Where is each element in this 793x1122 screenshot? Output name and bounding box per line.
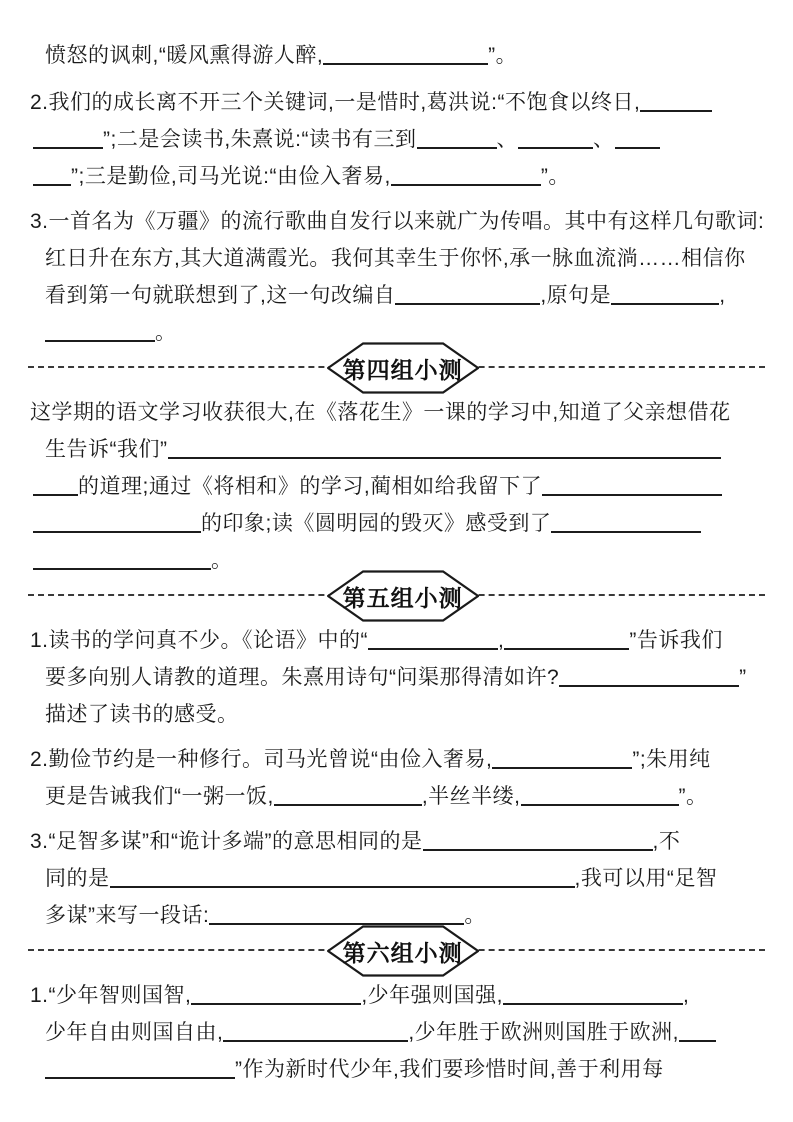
section-badge (327, 570, 479, 622)
section-divider (0, 342, 793, 394)
text-line (0, 659, 793, 696)
text-run: 要多向别人请教的道理。朱熹用诗句“问渠那得清如许? (45, 666, 560, 689)
fill-in-blank (503, 997, 683, 1005)
text-run: ”;三是勤俭,司马光说:“由俭入奢易, (71, 165, 391, 188)
text-run: 1.读书的学问真不少。《论语》中的“ (30, 629, 369, 652)
text-run: 更是告诫我们“一粥一饭, (45, 785, 274, 808)
text-run: ,不 (652, 830, 681, 853)
text-run: 、 (496, 128, 518, 151)
text-line (0, 860, 793, 897)
text-run: 的印象;读《圆明园的毁灭》感受到了 (201, 512, 552, 535)
text-run: ,少年强则国强, (361, 984, 504, 1007)
text-line (0, 203, 793, 240)
text-line (0, 505, 793, 542)
text-run: ”;二是会读书,朱熹说:“读书有三到 (103, 128, 417, 151)
text-line (0, 394, 793, 431)
text-run: 同的是 (45, 867, 110, 890)
text-line (0, 240, 793, 277)
section-badge-label: 第五组小测 (342, 584, 463, 611)
text-line (0, 741, 793, 778)
text-run: , (683, 984, 690, 1007)
text-run: 、 (593, 128, 615, 151)
fill-in-blank (391, 178, 541, 186)
fill-in-blank (368, 642, 498, 650)
text-run: 。 (211, 549, 233, 572)
fill-in-blank (223, 1034, 408, 1042)
text-line (0, 37, 793, 74)
fill-in-blank (423, 843, 653, 851)
text-run: 1.“少年智则国智, (30, 984, 192, 1007)
fill-in-blank (492, 761, 632, 769)
text-run: ”。 (488, 44, 518, 67)
text-run: ” (739, 666, 747, 689)
text-line (0, 84, 793, 121)
fill-in-blank (209, 917, 464, 925)
fill-in-blank (518, 141, 593, 149)
text-line (0, 468, 793, 505)
text-run: 描述了读书的感受。 (45, 703, 239, 726)
fill-in-blank (168, 451, 721, 459)
section-divider (0, 925, 793, 977)
text-run: 3.一首名为《万疆》的流行歌曲自发行以来就广为传唱。其中有这样几句歌词: (30, 210, 765, 233)
section-badge (327, 925, 479, 977)
text-run: 2.勤俭节约是一种修行。司马光曾说“由俭入奢易, (30, 748, 493, 771)
section-divider (0, 570, 793, 622)
text-line (0, 823, 793, 860)
text-line (0, 121, 793, 158)
text-line (0, 277, 793, 314)
text-run: 看到第一句就联想到了,这一句改编自 (45, 284, 396, 307)
fill-in-blank (33, 178, 71, 186)
text-run: 的道理;通过《将相和》的学习,蔺相如给我留下了 (78, 475, 543, 498)
fill-in-blank (504, 642, 629, 650)
fill-in-blank (110, 880, 575, 888)
text-run: ”作为新时代少年,我们要珍惜时间,善于利用每 (235, 1058, 664, 1081)
fill-in-blank (542, 488, 722, 496)
fill-in-blank (559, 679, 739, 687)
fill-in-blank (33, 562, 211, 570)
text-line (0, 778, 793, 815)
text-run: ,原句是 (540, 284, 612, 307)
text-line (0, 1051, 793, 1088)
text-run: 生告诉“我们” (45, 438, 168, 461)
text-run: 。 (155, 321, 177, 344)
text-line (0, 431, 793, 468)
section-badge-label: 第四组小测 (342, 356, 463, 383)
worksheet-content (0, 37, 793, 1088)
fill-in-blank (33, 488, 78, 496)
fill-in-blank (615, 141, 660, 149)
text-run: ”。 (540, 165, 570, 188)
fill-in-blank (274, 798, 422, 806)
fill-in-blank (33, 141, 103, 149)
fill-in-blank (521, 798, 679, 806)
text-run: 少年自由则国自由, (45, 1021, 224, 1044)
text-run: 2.我们的成长离不开三个关键词,一是惜时,葛洪说:“不饱食以终日, (30, 91, 641, 114)
fill-in-blank (191, 997, 361, 1005)
fill-in-blank (33, 525, 201, 533)
fill-in-blank (640, 104, 712, 112)
text-run: 愤怒的讽刺,“暖风熏得游人醉, (45, 44, 324, 67)
section-badge-label: 第六组小测 (342, 939, 463, 966)
fill-in-blank (45, 334, 155, 342)
section-badge (327, 342, 479, 394)
text-run: ,半丝半缕, (421, 785, 521, 808)
fill-in-blank (45, 1071, 235, 1079)
text-run: ”告诉我们 (629, 629, 723, 652)
fill-in-blank (611, 297, 719, 305)
fill-in-blank (417, 141, 497, 149)
text-run: ,少年胜于欧洲则国胜于欧洲, (408, 1021, 680, 1044)
text-run: 3.“足智多谋”和“诡计多端”的意思相同的是 (30, 830, 423, 853)
text-run: ”;朱用纯 (632, 748, 711, 771)
text-run: ”。 (678, 785, 708, 808)
text-line (0, 622, 793, 659)
fill-in-blank (323, 57, 488, 65)
text-run: 多谋”来写一段话: (45, 904, 210, 927)
text-line (0, 977, 793, 1014)
text-run: 。 (464, 904, 486, 927)
text-run: 这学期的语文学习收获很大,在《落花生》一课的学习中,知道了父亲想借花 (30, 401, 731, 424)
fill-in-blank (395, 297, 540, 305)
text-line (0, 696, 793, 733)
text-run: ,我可以用“足智 (574, 867, 718, 890)
fill-in-blank (679, 1034, 716, 1042)
text-run: 红日升在东方,其大道满霞光。我何其幸生于你怀,承一脉血流淌……相信你 (45, 247, 746, 270)
fill-in-blank (551, 525, 701, 533)
text-line (0, 1014, 793, 1051)
text-run: , (719, 284, 726, 307)
text-line (0, 158, 793, 195)
text-run: , (498, 629, 505, 652)
